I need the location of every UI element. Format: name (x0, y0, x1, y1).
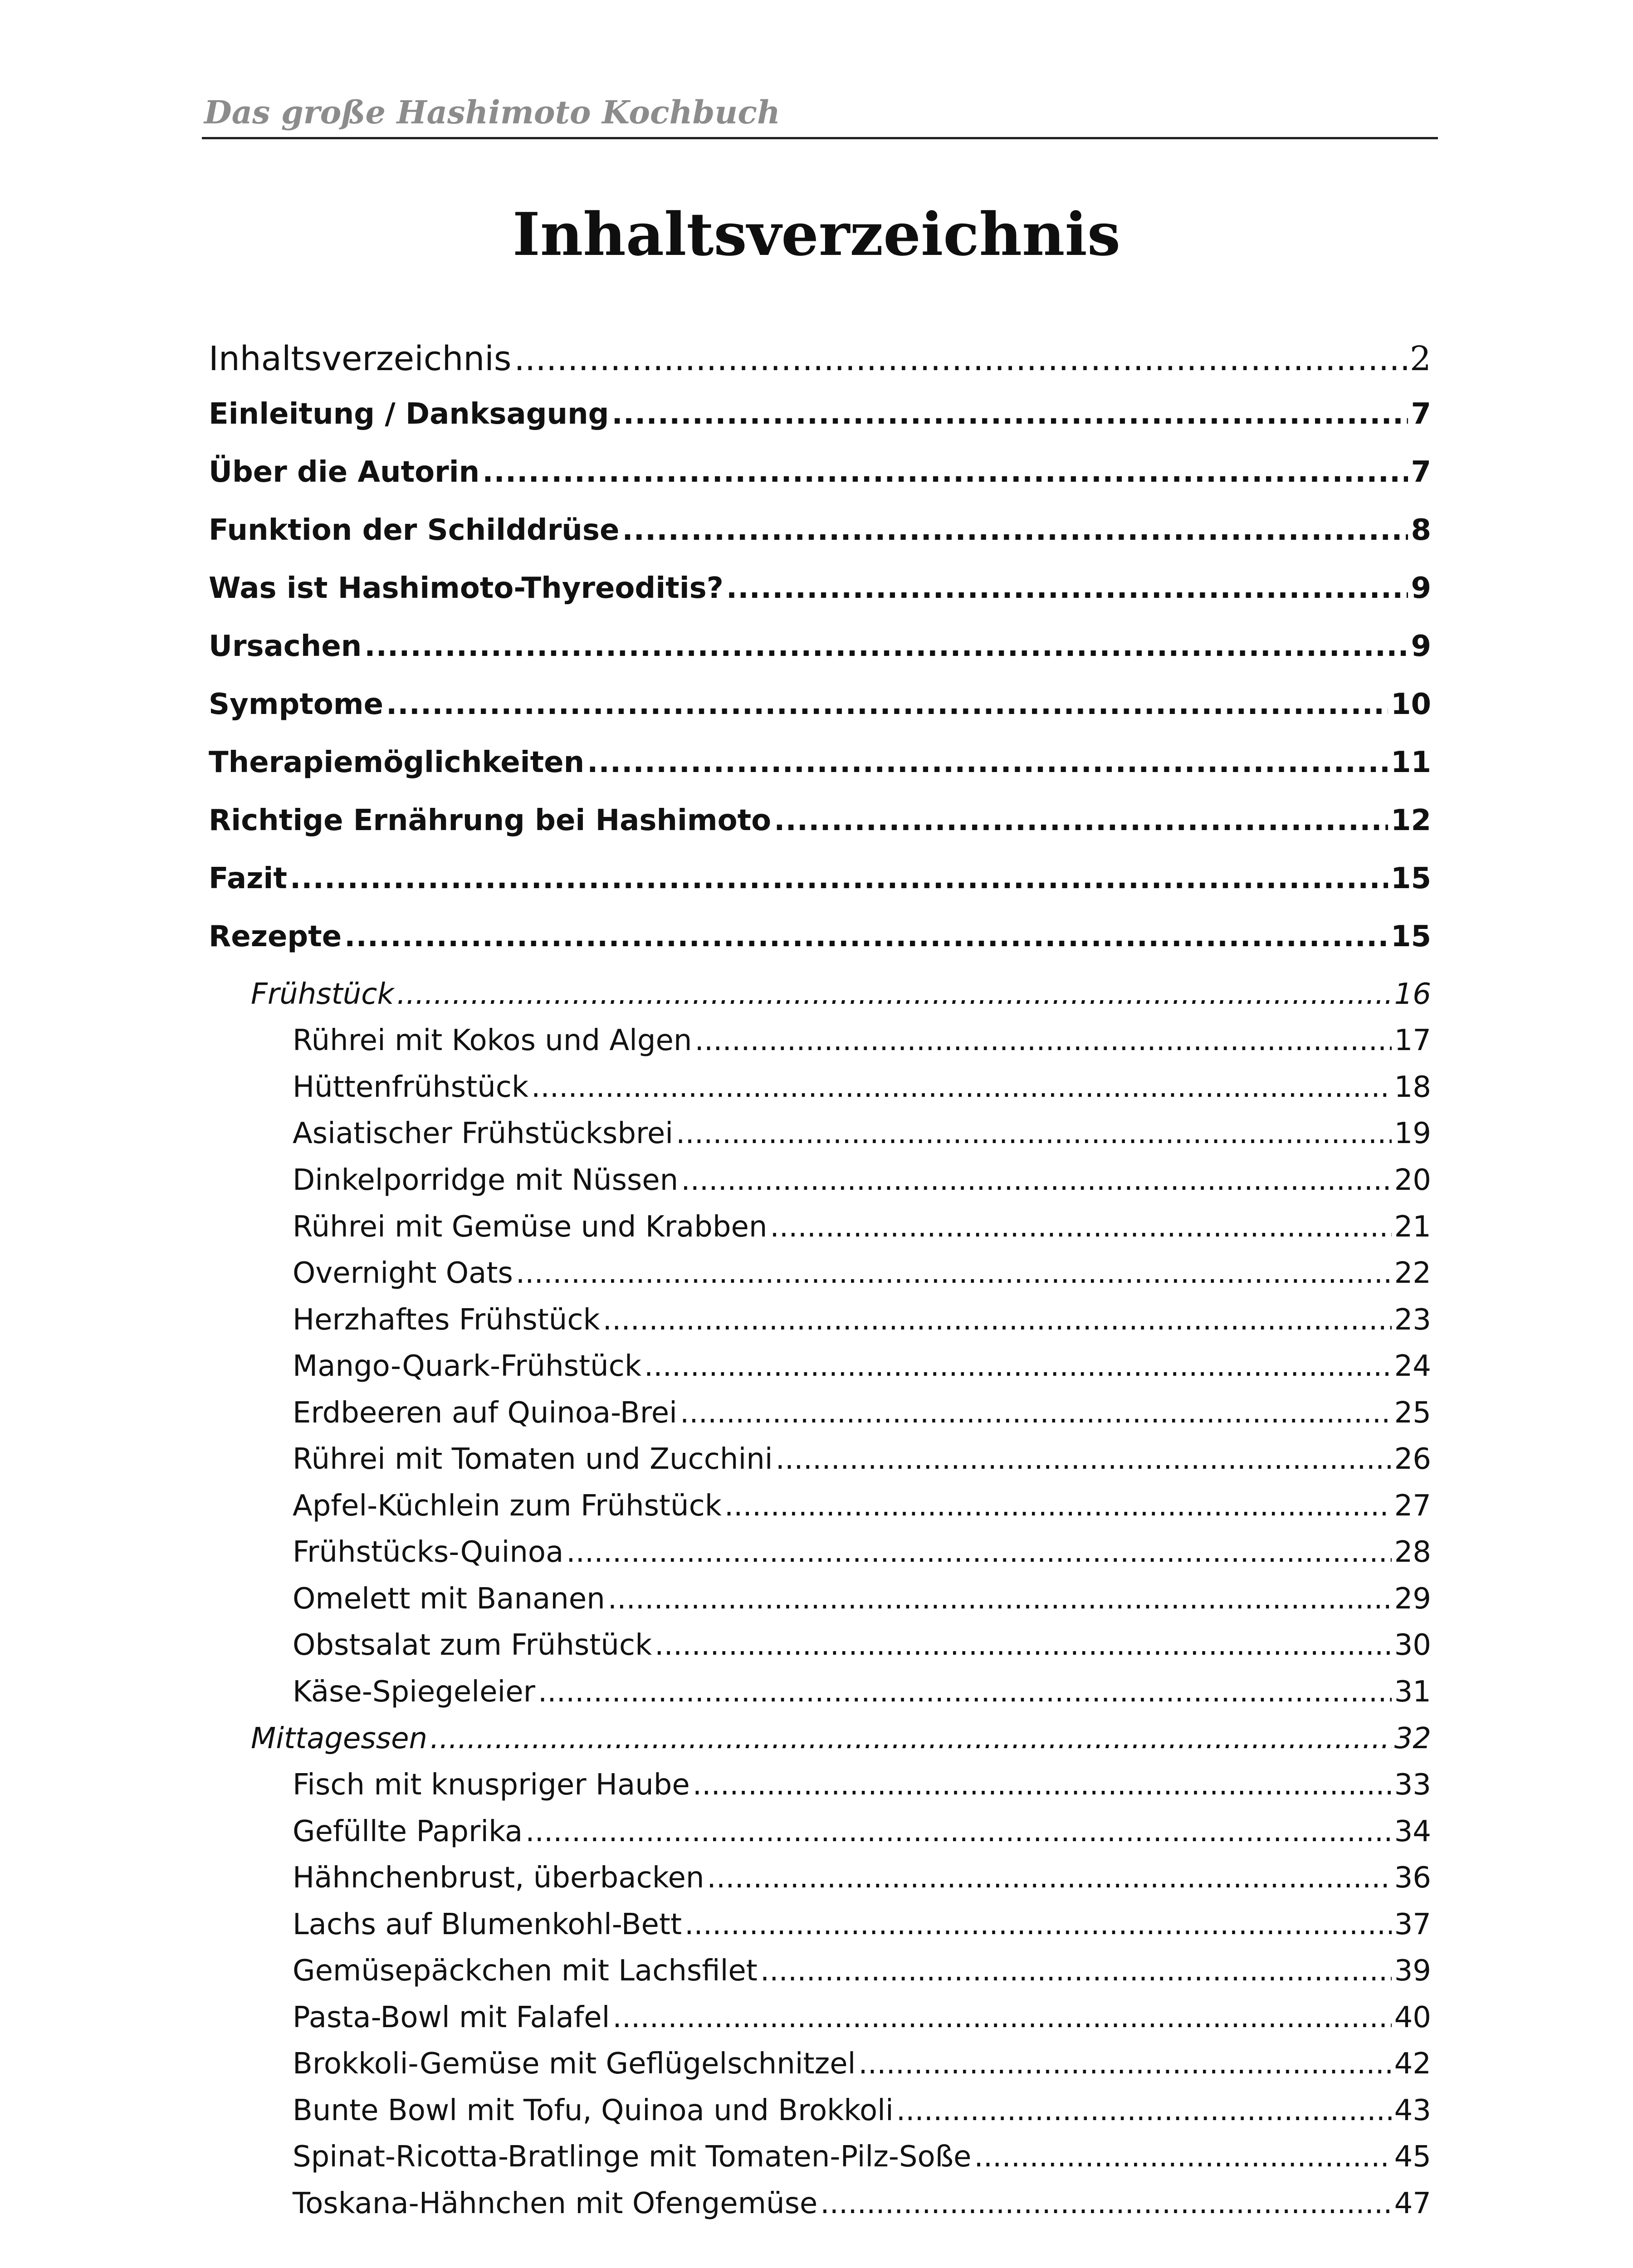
toc-entry-page-number: 30 (1394, 1628, 1431, 1662)
dot-leader (644, 1349, 1392, 1383)
dot-leader (693, 1768, 1392, 1802)
toc-entry-label: Toskana-Hähnchen mit Ofengemüse (293, 2187, 818, 2220)
toc-entry-label: Rührei mit Kokos und Algen (293, 1024, 692, 1057)
dot-leader (676, 1117, 1392, 1150)
dot-leader (974, 2140, 1391, 2174)
toc-entry (293, 1908, 1431, 1941)
dot-leader (774, 804, 1388, 837)
dot-leader (344, 920, 1388, 953)
toc-entry-page-number: 20 (1394, 1163, 1431, 1197)
toc-entry-label: Gefüllte Paprika (293, 1815, 523, 1848)
toc-entry (293, 1815, 1431, 1848)
dot-leader (603, 1303, 1392, 1337)
toc-entry (209, 804, 1431, 837)
toc-entry-label: Hüttenfrühstück (293, 1070, 529, 1104)
toc-entry-page-number: 7 (1411, 455, 1431, 489)
toc-entry-label: Therapiemöglichkeiten (209, 746, 585, 779)
toc-entry-label: Erdbeeren auf Quinoa-Brei (293, 1396, 677, 1430)
dot-leader (680, 1396, 1392, 1430)
dot-leader (364, 630, 1408, 663)
toc-entry-label: Omelett mit Bananen (293, 1582, 605, 1616)
toc-entry-page-number: 2 (1409, 339, 1431, 378)
toc-entry-page-number: 22 (1394, 1256, 1431, 1290)
toc-entry-page-number: 32 (1394, 1722, 1431, 1755)
toc-entry (209, 572, 1431, 605)
toc-entry (293, 1210, 1431, 1244)
toc-entry (293, 1349, 1431, 1383)
toc-entry-label: Mango-Quark-Frühstück (293, 1349, 641, 1383)
toc-entry-label: Über die Autorin (209, 455, 480, 489)
dot-leader (684, 1908, 1392, 1941)
toc-entry-label: Overnight Oats (293, 1256, 513, 1290)
toc-entry-page-number: 15 (1390, 920, 1431, 953)
toc-entry-label: Käse-Spiegeleier (293, 1675, 535, 1709)
toc-entry-page-number: 21 (1394, 1210, 1431, 1244)
toc-entry-label: Was ist Hashimoto-Thyreoditis? (209, 572, 724, 605)
page-title: Inhaltsverzeichnis (512, 200, 1121, 269)
toc-entry-page-number: 11 (1390, 746, 1431, 779)
dot-leader (726, 572, 1408, 605)
toc-entry-label: Brokkoli-Gemüse mit Geflügelschnitzel (293, 2047, 856, 2081)
toc-entry-label: Einleitung / Danksagung (209, 397, 609, 431)
toc-entry-page-number: 39 (1394, 1954, 1431, 1988)
dot-leader (482, 455, 1408, 489)
toc-entry-label: Lachs auf Blumenkohl-Bett (293, 1908, 682, 1941)
toc-entry (293, 1675, 1431, 1709)
toc-entry (293, 1582, 1431, 1616)
running-header-title: Das große Hashimoto Kochbuch (204, 93, 780, 131)
dot-leader (611, 397, 1408, 431)
toc-entry (251, 1722, 1431, 1755)
toc-entry-page-number: 42 (1394, 2047, 1431, 2081)
toc-entry-page-number: 23 (1394, 1303, 1431, 1337)
toc-entry (293, 2140, 1431, 2174)
toc-entry (209, 746, 1431, 779)
toc-entry (293, 1442, 1431, 1476)
toc-entry-label: Rührei mit Tomaten und Zucchini (293, 1442, 773, 1476)
toc-entry-page-number: 8 (1411, 513, 1431, 547)
toc-entry-label: Herzhaftes Frühstück (293, 1303, 600, 1337)
dot-leader (538, 1675, 1392, 1709)
toc-entry-label: Funktion der Schilddrüse (209, 513, 620, 547)
toc-entry (293, 1861, 1431, 1895)
dot-leader (770, 1210, 1391, 1244)
dot-leader (386, 688, 1388, 721)
toc-entry-page-number: 12 (1390, 804, 1431, 837)
toc-entry-label: Rezepte (209, 920, 342, 953)
toc-entry-label: Frühstück (251, 978, 394, 1011)
dot-leader (896, 2094, 1392, 2127)
toc-entry-label: Frühstücks-Quinoa (293, 1535, 564, 1569)
toc-entry (209, 455, 1431, 489)
toc-entry (293, 1070, 1431, 1104)
dot-leader (776, 1442, 1392, 1476)
toc-entry (293, 1303, 1431, 1337)
toc-entry (293, 2187, 1431, 2220)
toc-entry-page-number: 43 (1394, 2094, 1431, 2127)
toc-entry-page-number: 31 (1394, 1675, 1431, 1709)
toc-entry-page-number: 36 (1394, 1861, 1431, 1895)
dot-leader (655, 1628, 1391, 1662)
toc-entry (293, 1489, 1431, 1523)
toc-entry-label: Apfel-Küchlein zum Frühstück (293, 1489, 722, 1523)
toc-entry (293, 1954, 1431, 1988)
toc-entry-page-number: 34 (1394, 1815, 1431, 1848)
toc-entry-label: Gemüsepäckchen mit Lachsfilet (293, 1954, 758, 1988)
toc-entry-page-number: 17 (1394, 1024, 1431, 1057)
toc-entry (293, 1535, 1431, 1569)
toc-entry-label: Inhaltsverzeichnis (209, 339, 512, 378)
toc-entry (293, 1628, 1431, 1662)
toc-entry-label: Fazit (209, 862, 287, 895)
toc-entry (209, 339, 1431, 378)
dot-leader (587, 746, 1388, 779)
dot-leader (760, 1954, 1392, 1988)
toc-entry-label: Hähnchenbrust, überbacken (293, 1861, 704, 1895)
toc-entry-label: Fisch mit knuspriger Haube (293, 1768, 690, 1802)
toc-entry-label: Pasta-Bowl mit Falafel (293, 2001, 610, 2034)
dot-leader (290, 862, 1388, 895)
dot-leader (430, 1722, 1392, 1755)
dot-leader (724, 1489, 1392, 1523)
dot-leader (525, 1815, 1391, 1848)
toc-entry-page-number: 25 (1394, 1396, 1431, 1430)
toc-entry (293, 1256, 1431, 1290)
toc-entry-page-number: 37 (1394, 1908, 1431, 1941)
toc-entry-label: Ursachen (209, 630, 362, 663)
toc-entry-page-number: 19 (1394, 1117, 1431, 1150)
toc-entry-label: Asiatischer Frühstücksbrei (293, 1117, 673, 1150)
dot-leader (681, 1163, 1391, 1197)
dot-leader (514, 339, 1407, 378)
dot-leader (608, 1582, 1392, 1616)
toc-entry-page-number: 28 (1394, 1535, 1431, 1569)
toc-entry (293, 2001, 1431, 2034)
toc-entry (209, 920, 1431, 953)
toc-entry-page-number: 33 (1394, 1768, 1431, 1802)
toc-entry-page-number: 9 (1411, 630, 1431, 663)
toc-entry-page-number: 18 (1394, 1070, 1431, 1104)
toc-entry (209, 862, 1431, 895)
dot-leader (566, 1535, 1391, 1569)
toc-entry-page-number: 40 (1394, 2001, 1431, 2034)
dot-leader (694, 1024, 1391, 1057)
dot-leader (820, 2187, 1391, 2220)
toc-entry (209, 397, 1431, 431)
toc-entry (209, 630, 1431, 663)
toc-entry-page-number: 45 (1394, 2140, 1431, 2174)
toc-entry-label: Symptome (209, 688, 383, 721)
toc-entry (209, 688, 1431, 721)
dot-leader (707, 1861, 1391, 1895)
toc-entry-page-number: 15 (1390, 862, 1431, 895)
toc-entry-label: Dinkelporridge mit Nüssen (293, 1163, 679, 1197)
toc-entry-page-number: 24 (1394, 1349, 1431, 1383)
toc-entry-label: Rührei mit Gemüse und Krabben (293, 1210, 768, 1244)
toc-entry-page-number: 10 (1390, 688, 1431, 721)
toc-entry (293, 1117, 1431, 1150)
dot-leader (397, 978, 1392, 1011)
toc-entry (293, 2094, 1431, 2127)
dot-leader (622, 513, 1408, 547)
toc-entry-page-number: 27 (1394, 1489, 1431, 1523)
toc-entry-page-number: 9 (1411, 572, 1431, 605)
dot-leader (531, 1070, 1392, 1104)
toc-entry (209, 513, 1431, 547)
toc-entry (293, 1163, 1431, 1197)
dot-leader (612, 2001, 1391, 2034)
toc-entry-page-number: 29 (1394, 1582, 1431, 1616)
toc-entry (251, 978, 1431, 1011)
toc-entry (293, 1024, 1431, 1057)
toc-entry-label: Richtige Ernährung bei Hashimoto (209, 804, 772, 837)
toc-entry-page-number: 47 (1394, 2187, 1431, 2220)
dot-leader (858, 2047, 1391, 2081)
toc-entry-label: Bunte Bowl mit Tofu, Quinoa und Brokkoli (293, 2094, 894, 2127)
dot-leader (516, 1256, 1392, 1290)
toc-entry-label: Spinat-Ricotta-Bratlinge mit Tomaten-Pilz-Soße (293, 2140, 972, 2174)
toc-entry (293, 1768, 1431, 1802)
toc-entry-page-number: 7 (1411, 397, 1431, 431)
toc-entry-label: Mittagessen (251, 1722, 428, 1755)
toc-entry (293, 1396, 1431, 1430)
toc-entry-label: Obstsalat zum Frühstück (293, 1628, 652, 1662)
toc-entry-page-number: 16 (1394, 978, 1431, 1011)
toc-entry (293, 2047, 1431, 2081)
toc-entry-page-number: 26 (1394, 1442, 1431, 1476)
